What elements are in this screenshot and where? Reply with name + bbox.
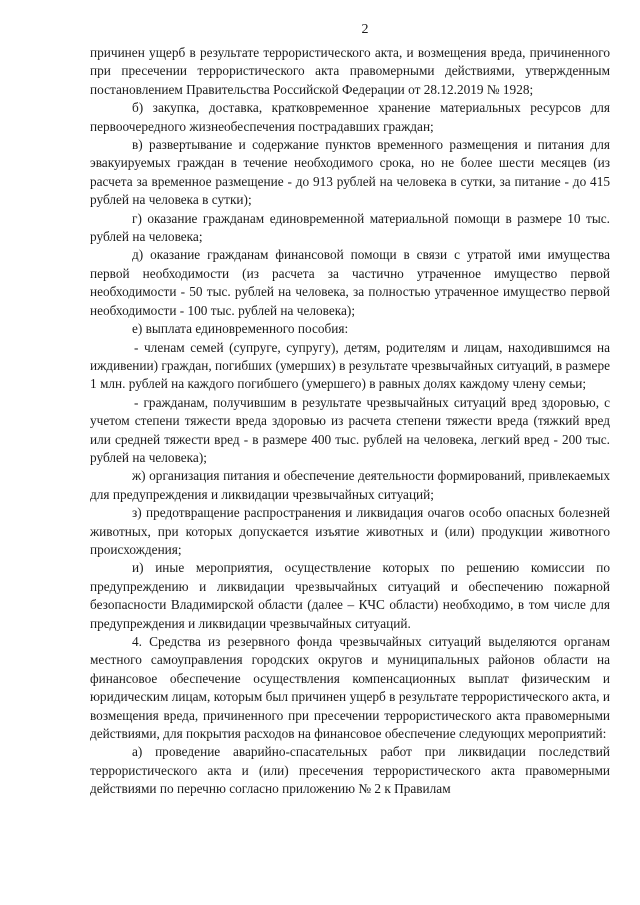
paragraph-item-e: е) выплата единовременного пособия: [132,321,349,337]
paragraph-item-a: а) проведение аварийно-спасательных работ при ликвидации последствий террористического акта и (или) пресечения террористического акта правомерными действиями по перечню согласно приложению № 2 к Правилам [90,744,610,797]
paragraph-item-z: з) предотвращение распространения и ликвидация очагов особо опасных болезней животных, при которых допускается изъятие животных и (или) продукции животного происхождения; [90,505,610,557]
paragraph-item-zh: ж) организация питания и обеспечение деятельности формирований, привлекаемых для предупреждения и ликвидации чрезвычайных ситуаций; [90,468,610,502]
paragraph-item-v: в) развертывание и содержание пунктов временного размещения и питания для эвакуируемых граждан в течение необходимого срока, но не более шести месяцев (из расчета за временное размещение - до 913 рублей на человека в сутки, за питание - до 415 рублей на человека в сутки); [90,137,610,208]
page-number: 2 [361,22,369,37]
paragraph-item-d: д) оказание гражданам финансовой помощи в связи с утратой ими имущества первой необходимости (из расчета за частично утраченное имущество первой необходимости - 50 тыс. рублей на человека, за полностью утраченное имущество первой необходимости - 100 тыс. рублей на человека); [90,247,610,318]
paragraph-continuation: причинен ущерб в результате террористического акта, и возмещения вреда, причиненного при пресечении террористического акта правомерными действиями, утвержденным постановлением Правительства Российской Федерации от 28.12.2019 № 1928; [90,45,610,97]
paragraph-section-4: 4. Средства из резервного фонда чрезвычайных ситуаций выделяются органам местного самоуправления городских округов и муниципальных районов области на финансовое обеспечение осуществления компенсационных выплат физическим и юридическим лицам, которым был причинен ущерб в результате террористического акта, и возмещения вреда, причиненного при пресечении террористического акта правомерными действиями, для покрытия расходов на финансовое обеспечение следующих мероприятий: [90,634,610,742]
paragraph-item-i: и) иные мероприятия, осуществление которых по решению комиссии по предупреждению и ликвидации чрезвычайных ситуаций и обеспечению пожарной безопасности Владимирской области (далее – КЧС области) необходимо, в том числе для предупреждения и ликвидации чрезвычайных ситуаций. [90,560,610,631]
paragraph-subitem-family: - членам семей (супруге, супругу), детям, родителям и лицам, находившимся на иждивении) граждан, погибших (умерших) в результате чрезвычайных ситуаций, в размере 1 млн. рублей на каждого погибшего (умершего) в равных долях каждому члену семьи; [90,339,610,392]
paragraph-subitem-injured: - гражданам, получившим в результате чрезвычайных ситуаций вред здоровью, с учетом степени тяжести вреда здоровью из расчета степени тяжести вреда (тяжкий вред или средней тяжести вред - в размере 400 тыс. рублей на человека, легкий вред - 200 тыс. рублей на человека); [90,394,610,465]
paragraph-item-b: б) закупка, доставка, кратковременное хранение материальных ресурсов для первоочередного жизнеобеспечения пострадавших граждан; [90,100,610,134]
paragraph-item-g: г) оказание гражданам единовременной материальной помощи в размере 10 тыс. рублей на человека; [90,210,610,245]
